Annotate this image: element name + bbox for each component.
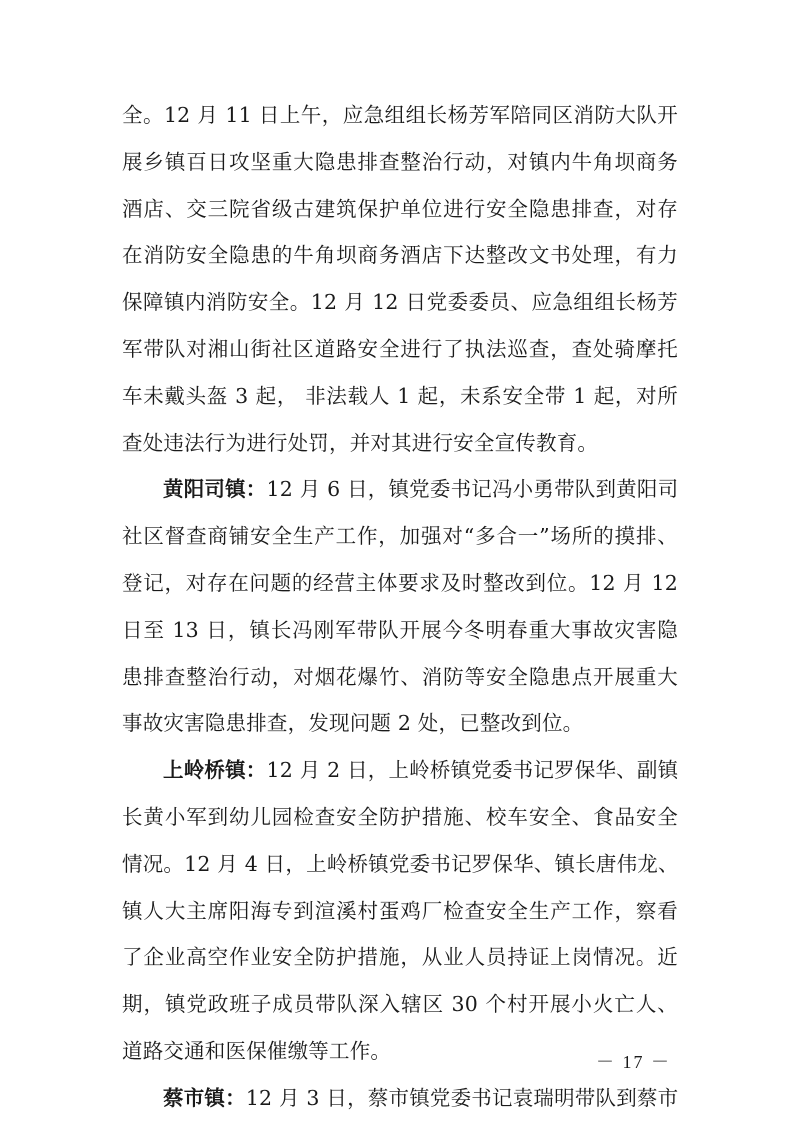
text-line: 展乡镇百日攻坚重大隐患排查整治行动，对镇内牛角坝商务	[122, 149, 678, 174]
text-line: 保障镇内消防安全。12 月 12 日党委委员、应急组组长杨芳	[122, 290, 678, 315]
text-line: 社区督查商铺安全生产工作，加强对“多合一”场所的摸排、	[122, 524, 678, 549]
body-text	[122, 92, 678, 1122]
text-line: 情况。12 月 4 日，上岭桥镇党委书记罗保华、镇长唐伟龙、	[122, 851, 679, 876]
paragraph-first-line	[122, 466, 678, 513]
text-line: 登记，对存在问题的经营主体要求及时整改到位。12 月 12	[122, 570, 678, 595]
text-line: 长黄小军到幼儿园检查安全防护措施、校车安全、食品安全	[122, 804, 678, 829]
paragraph-first-line	[122, 1075, 678, 1122]
text-line: 镇人大主席阳海专到渲溪村蛋鸡厂检查安全生产工作，察看	[122, 898, 678, 923]
text-line: 查处违法行为进行处罚，并对其进行安全宣传教育。	[122, 430, 599, 455]
text-line: 患排查整治行动，对烟花爆竹、消防等安全隐患点开展重大	[122, 664, 678, 689]
text-line: 道路交通和医保催缴等工作。	[122, 1038, 392, 1063]
paragraph-first-line	[122, 747, 678, 794]
text-span: 12 月 2 日，上岭桥镇党委书记罗保华、副镇	[266, 758, 679, 783]
text-line: 酒店、交三院省级古建筑保护单位进行安全隐患排查，对存	[122, 196, 678, 221]
town-heading: 上岭桥镇：	[163, 758, 267, 783]
town-heading: 蔡市镇：	[163, 1085, 246, 1110]
text-line: 车未戴头盔 3 起， 非法载人 1 起，未系安全带 1 起，对所	[122, 383, 678, 408]
text-line: 在消防安全隐患的牛角坝商务酒店下达整改文书处理，有力	[122, 243, 678, 268]
town-heading: 黄阳司镇：	[163, 477, 267, 502]
text-line: 期，镇党政班子成员带队深入辖区 30 个村开展小火亡人、	[122, 992, 678, 1017]
text-line: 日至 13 日，镇长冯刚军带队开展今冬明春重大事故灾害隐	[122, 617, 678, 642]
page-number: － 17 －	[596, 1052, 671, 1072]
text-line: 了企业高空作业安全防护措施，从业人员持证上岗情况。近	[122, 945, 678, 970]
text-span: 12 月 3 日，蔡市镇党委书记袁瑞明带队到蔡市	[245, 1085, 679, 1110]
text-span: 12 月 6 日，镇党委书记冯小勇带队到黄阳司	[266, 477, 679, 502]
text-line: 军带队对湘山街社区道路安全进行了执法巡查，查处骑摩托	[122, 336, 678, 361]
text-line: 事故灾害隐患排查，发现问题 2 处，已整改到位。	[122, 711, 584, 736]
text-line: 全。12 月 11 日上午，应急组组长杨芳军陪同区消防大队开	[122, 103, 678, 127]
